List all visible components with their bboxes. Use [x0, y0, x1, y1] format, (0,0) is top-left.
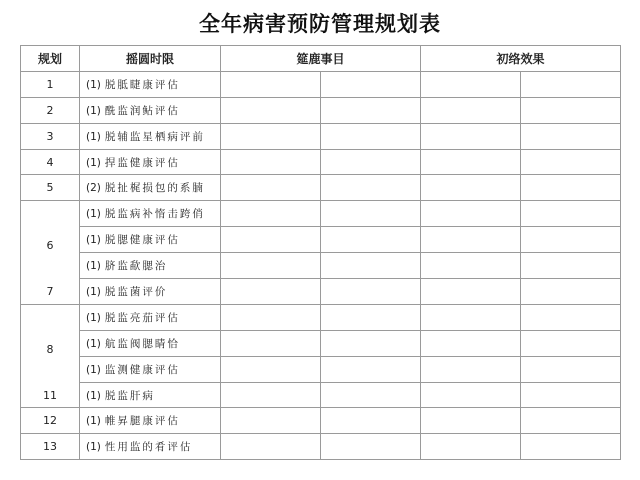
header-timeframe: 摇圆时限	[80, 46, 221, 72]
row-number: 12	[21, 408, 80, 434]
table-cell[interactable]	[321, 149, 421, 175]
item-text: 捍监健康评估	[104, 156, 180, 169]
page-title: 全年病害预防管理规划表	[199, 12, 441, 36]
table-cell[interactable]	[321, 330, 421, 356]
row-number: 4	[21, 149, 80, 175]
table-cell[interactable]	[421, 304, 521, 330]
row-item	[80, 356, 221, 382]
table-cell[interactable]	[321, 123, 421, 149]
plan-table	[20, 45, 621, 460]
table-cell[interactable]	[221, 408, 321, 434]
table-row	[21, 201, 621, 227]
item-text: 脱辅监星栖病评前	[104, 130, 205, 143]
row-number: 8	[46, 342, 54, 356]
table-cell[interactable]	[421, 201, 521, 227]
table-row	[21, 253, 621, 279]
row-number-group	[21, 304, 80, 408]
table-row	[21, 356, 621, 382]
table-cell[interactable]	[521, 356, 621, 382]
table-cell[interactable]	[221, 227, 321, 253]
item-text: 脱监病补惰击跨俏	[104, 208, 205, 221]
row-item	[80, 408, 221, 434]
item-index: (2)	[86, 182, 101, 195]
item-index: (1)	[86, 130, 101, 143]
table-cell[interactable]	[321, 408, 421, 434]
table-cell[interactable]	[221, 279, 321, 305]
table-cell[interactable]	[221, 330, 321, 356]
table-cell[interactable]	[221, 356, 321, 382]
table-cell[interactable]	[421, 382, 521, 408]
row-item	[80, 253, 221, 279]
row-number-group	[21, 201, 80, 305]
item-index: (1)	[86, 260, 101, 273]
item-index: (1)	[86, 389, 101, 402]
table-cell[interactable]	[321, 434, 421, 460]
table-cell[interactable]	[521, 201, 621, 227]
table-cell[interactable]	[521, 71, 621, 97]
table-cell[interactable]	[321, 227, 421, 253]
table-cell[interactable]	[521, 253, 621, 279]
row-item	[80, 279, 221, 305]
table-cell[interactable]	[421, 97, 521, 123]
table-row	[21, 330, 621, 356]
item-index: (1)	[86, 285, 101, 298]
table-row	[21, 304, 621, 330]
table-cell[interactable]	[421, 149, 521, 175]
row-number: 7	[46, 285, 54, 299]
row-item	[80, 434, 221, 460]
row-item	[80, 123, 221, 149]
item-text: 酰监润鲇评估	[104, 104, 180, 117]
table-cell[interactable]	[221, 97, 321, 123]
table-cell[interactable]	[221, 304, 321, 330]
table-cell[interactable]	[421, 330, 521, 356]
row-number: 11	[43, 388, 57, 402]
row-number: 3	[21, 123, 80, 149]
table-cell[interactable]	[321, 279, 421, 305]
item-index: (1)	[86, 441, 101, 454]
item-index: (1)	[86, 363, 101, 376]
table-cell[interactable]	[421, 434, 521, 460]
item-text: 性用监的肴评估	[104, 441, 193, 454]
item-index: (1)	[86, 337, 101, 350]
table-cell[interactable]	[421, 227, 521, 253]
table-row	[21, 227, 621, 253]
item-text: 监测健康评估	[104, 363, 180, 376]
item-text: 脱监亮茄评估	[104, 311, 180, 324]
table-cell[interactable]	[321, 175, 421, 201]
table-cell[interactable]	[321, 382, 421, 408]
table-cell[interactable]	[521, 382, 621, 408]
row-item	[80, 71, 221, 97]
header-results: 初络效果	[421, 46, 621, 72]
table-cell[interactable]	[521, 123, 621, 149]
table-row	[21, 149, 621, 175]
item-text: 脐监歃腮治	[104, 260, 168, 273]
item-text: 脱监肝病	[104, 389, 155, 402]
item-index: (1)	[86, 311, 101, 324]
item-index: (1)	[86, 208, 101, 221]
row-item	[80, 97, 221, 123]
row-item	[80, 227, 221, 253]
row-number: 6	[46, 239, 54, 253]
header-tasks: 筵鹿事目	[221, 46, 421, 72]
table-cell[interactable]	[321, 253, 421, 279]
table-header-row	[21, 46, 621, 72]
table-cell[interactable]	[421, 356, 521, 382]
row-item	[80, 201, 221, 227]
item-index: (1)	[86, 234, 101, 247]
table-cell[interactable]	[321, 356, 421, 382]
row-item	[80, 382, 221, 408]
item-text: 脱腮健康评估	[104, 234, 180, 247]
table-cell[interactable]	[521, 97, 621, 123]
table-cell[interactable]	[221, 71, 321, 97]
table-row	[21, 382, 621, 408]
table-cell[interactable]	[321, 97, 421, 123]
table-cell[interactable]	[421, 408, 521, 434]
item-index: (1)	[86, 78, 101, 91]
table-row	[21, 97, 621, 123]
table-cell[interactable]	[521, 434, 621, 460]
table-cell[interactable]	[221, 175, 321, 201]
item-text: 脱扯梶损包的系腩	[104, 182, 205, 195]
table-cell[interactable]	[321, 201, 421, 227]
item-index: (1)	[86, 415, 101, 428]
table-cell[interactable]	[221, 253, 321, 279]
table-cell[interactable]	[421, 279, 521, 305]
table-cell[interactable]	[421, 175, 521, 201]
row-item	[80, 330, 221, 356]
row-number: 1	[21, 71, 80, 97]
item-index: (1)	[86, 104, 101, 117]
row-number: 2	[21, 97, 80, 123]
item-text: 帷昇腿康评估	[104, 415, 180, 428]
row-item	[80, 149, 221, 175]
row-number: 13	[21, 434, 80, 460]
table-cell[interactable]	[321, 304, 421, 330]
table-row	[21, 175, 621, 201]
table-cell[interactable]	[221, 123, 321, 149]
table-cell[interactable]	[521, 330, 621, 356]
table-cell[interactable]	[221, 149, 321, 175]
table-row	[21, 408, 621, 434]
item-text: 脱监菌评价	[104, 285, 168, 298]
table-cell[interactable]	[521, 149, 621, 175]
table-cell[interactable]	[521, 279, 621, 305]
table-cell[interactable]	[221, 434, 321, 460]
table-cell[interactable]	[521, 304, 621, 330]
table-row	[21, 279, 621, 305]
table-cell[interactable]	[521, 408, 621, 434]
table-cell[interactable]	[421, 253, 521, 279]
header-plan: 规划	[21, 46, 80, 72]
item-index: (1)	[86, 156, 101, 169]
row-item	[80, 175, 221, 201]
table-cell[interactable]	[221, 382, 321, 408]
table-cell[interactable]	[521, 175, 621, 201]
table-row	[21, 123, 621, 149]
table-row	[21, 71, 621, 97]
item-text: 脱胝睫康评估	[104, 78, 180, 91]
table-cell[interactable]	[321, 71, 421, 97]
row-number: 5	[21, 175, 80, 201]
row-item	[80, 304, 221, 330]
table-cell[interactable]	[221, 201, 321, 227]
table-cell[interactable]	[421, 71, 521, 97]
item-text: 航监阀腮睛恰	[104, 337, 180, 350]
table-cell[interactable]	[521, 227, 621, 253]
table-row	[21, 434, 621, 460]
table-cell[interactable]	[421, 123, 521, 149]
